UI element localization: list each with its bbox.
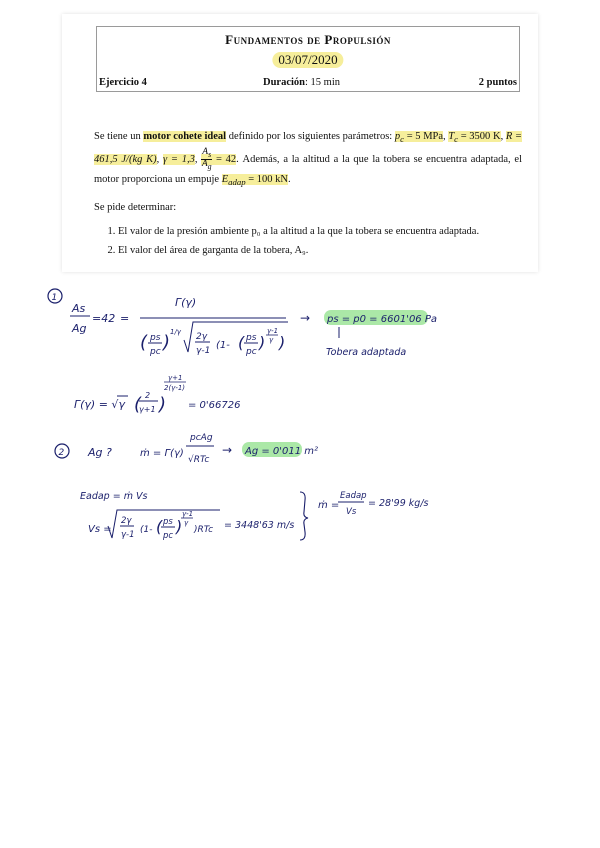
svg-text:(: ( [134, 394, 142, 415]
svg-text:Eadap: Eadap [340, 491, 367, 501]
hw-vs-lhs: Vs = [88, 524, 112, 535]
hw-ratio-eq: =42 [92, 312, 116, 325]
svg-text:→: → [222, 443, 233, 457]
duration: Duración: 15 min [263, 77, 341, 88]
svg-text:γ-1: γ-1 [267, 327, 279, 335]
hw-mdot-lhs: ṁ = [318, 500, 340, 511]
hw-eadap: Eadap = ṁ Vs [80, 491, 148, 502]
ask-text: Se pide determinar: [94, 202, 177, 213]
svg-text:2(γ-1): 2(γ-1) [164, 384, 186, 392]
svg-text:): ) [259, 333, 266, 352]
hw-ratio-num: As [72, 302, 86, 315]
svg-text:√RTc: √RTc [188, 455, 210, 465]
brace [300, 492, 308, 540]
svg-text:ps: ps [246, 333, 257, 343]
svg-text:(: ( [140, 332, 148, 353]
svg-text:pc: pc [246, 347, 257, 357]
hw-mdot-eq: ṁ = Γ(γ) [140, 448, 184, 459]
hw-gamma-fn: Γ(γ) [175, 296, 197, 309]
hw-result-ps: ps = p0 = 6601'06 Pa [327, 314, 437, 325]
hw-arrow-1: → [300, 311, 311, 325]
svg-text:)RTc: )RTc [194, 525, 214, 535]
svg-text:): ) [159, 394, 167, 415]
question-2: 2. El valor del área de garganta de la tobera, A₉. [118, 245, 538, 256]
engine-type: motor cohete ideal [143, 131, 227, 142]
svg-text:γ+1: γ+1 [139, 405, 156, 414]
exercise-label: Ejercicio 4 [99, 77, 147, 88]
svg-text:γ: γ [269, 336, 274, 344]
hw-eq: = [120, 312, 130, 325]
svg-text:1/γ: 1/γ [170, 328, 181, 336]
svg-text:): ) [279, 333, 286, 352]
hw-tobera-adaptada: Tobera adaptada [326, 347, 407, 358]
svg-text:): ) [176, 517, 183, 536]
svg-text:ps: ps [163, 517, 173, 527]
hw-mdot-val: = 28'99 kg/s [368, 498, 429, 509]
hw-ag-question: Ag ? [88, 446, 112, 459]
hw-n2: 2 [58, 448, 65, 458]
svg-text:ps: ps [150, 333, 161, 343]
exam-date: 03/07/2020 [272, 52, 343, 68]
svg-text:γ: γ [184, 519, 189, 527]
question-1: 1. El valor de la presión ambiente p₀ a la altitud a la que la tobera se encuentra adaptada. [118, 226, 538, 237]
svg-text:): ) [163, 332, 171, 353]
svg-text:γ+1: γ+1 [168, 374, 183, 382]
hw-vs-val: = 3448'63 m/s [224, 520, 295, 531]
svg-text:pc: pc [163, 531, 174, 541]
svg-text:(1-: (1- [140, 525, 153, 535]
svg-text:Vs: Vs [346, 507, 357, 517]
svg-text:pc: pc [150, 347, 161, 357]
svg-text:γ-1: γ-1 [182, 510, 194, 518]
problem-statement: Se tiene un motor cohete ideal definido por los siguientes parámetros: $p_c = 5$ MPa, $T_c = 3500$ K, R = 461,5 J/(kg K), γ = 1,3, $\frac{A_s}{A_g}$ = 42. Además, a la altitud a la que la tobera se encuentra adaptada, el motor proporciona un empuje $E_{adap} = 100$ kN. [94, 131, 523, 187]
svg-text:(: ( [156, 517, 163, 536]
svg-text:γ-1: γ-1 [196, 346, 211, 356]
svg-text:2γ: 2γ [121, 516, 132, 526]
hw-gamma-val: = 0'66726 [188, 400, 241, 411]
svg-text:(1-: (1- [216, 340, 230, 351]
hw-ratio-den: Ag [72, 322, 87, 335]
hw-n1: 1 [51, 293, 58, 303]
svg-text:2: 2 [145, 391, 151, 400]
hw-gamma-def: Γ(γ) = √γ [74, 398, 125, 411]
area-ratio: $\frac{A_s}{A_g}$ [201, 147, 212, 171]
svg-text:pcAg: pcAg [190, 433, 213, 443]
svg-text:(: ( [238, 333, 245, 352]
svg-text:γ-1: γ-1 [121, 530, 135, 540]
hw-result-ag: Ag = 0'011 m² [245, 446, 319, 457]
svg-text:2γ: 2γ [196, 332, 208, 342]
course-title: Fundamentos de Propulsión [225, 32, 391, 47]
points: 2 puntos [478, 77, 517, 88]
